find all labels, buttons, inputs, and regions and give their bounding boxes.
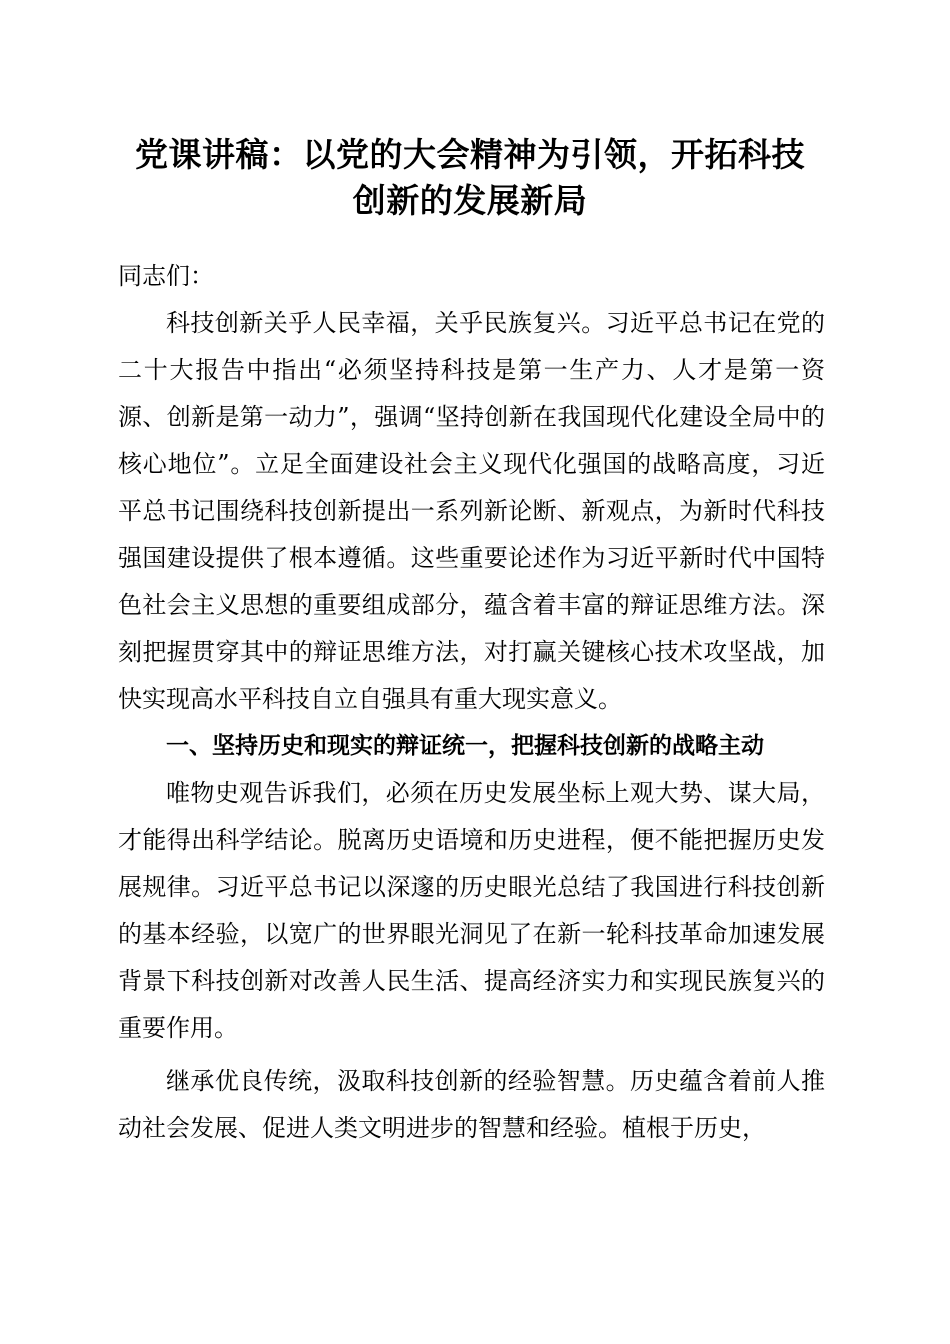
body-paragraph: 继承优良传统，汲取科技创新的经验智慧。历史蕴含着前人推动社会发展、促进人类文明进步的智慧和经验。植根于历史，: [118, 1067, 825, 1142]
intro-paragraph: 科技创新关乎人民幸福，关乎民族复兴。习近平总书记在党的二十大报告中指出“必须坚持科技是第一生产力、人才是第一资源、创新是第一动力”，强调“坚持创新在我国现代化建设全局中的核心地位”。立足全面建设社会主义现代化强国的战略高度，习近平总书记围绕科技创新提出一系列新论断、新观点，为新时代科技强国建设提供了根本遵循。这些重要论述作为习近平新时代中国特色社会主义思想的重要组成部分，蕴含着丰富的辩证思维方法。深刻把握贯穿其中的辩证思维方法，对打赢关键核心技术攻坚战，加快实现高水平科技自立自强具有重大现实意义。: [118, 309, 825, 713]
title-line-2: 创新的发展新局: [352, 181, 588, 220]
title-line-1: 党课讲稿：以党的大会精神为引领，开拓科技: [135, 135, 805, 174]
document-body: [118, 253, 825, 1152]
greeting: 同志们：: [118, 262, 214, 290]
body-paragraph: 唯物史观告诉我们，必须在历史发展坐标上观大势、谋大局，才能得出科学结论。脱离历史语境和历史进程，便不能把握历史发展规律。习近平总书记以深邃的历史眼光总结了我国进行科技创新的基本经验，以宽广的世界眼光洞见了在新一轮科技革命加速发展背景下科技创新对改善人民生活、提高经济实力和实现民族复兴的重要作用。: [118, 779, 825, 1042]
page-title: [100, 132, 840, 224]
section-heading: 一、坚持历史和现实的辩证统一，把握科技创新的战略主动: [166, 733, 764, 759]
